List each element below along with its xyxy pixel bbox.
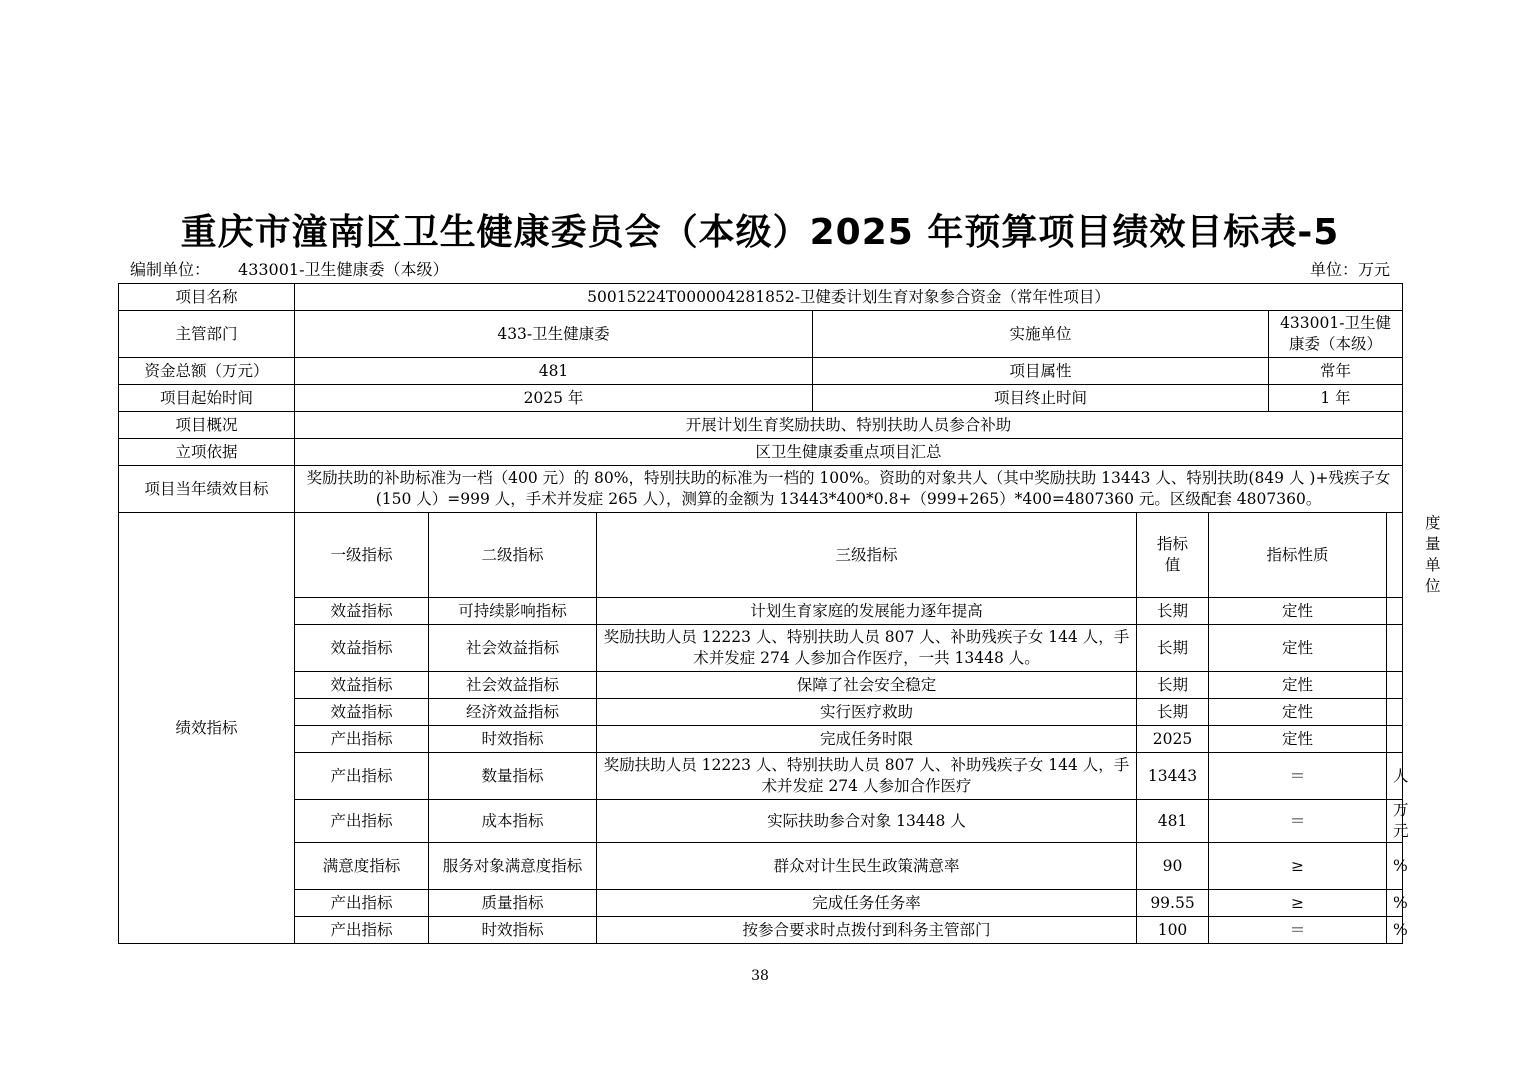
indicator-unit [1387,726,1403,753]
indicator-value: 100 [1137,917,1209,944]
funds-label: 资金总额（万元） [119,358,295,385]
indicator-row [119,598,1403,625]
performance-table [118,283,1441,944]
start-label: 项目起始时间 [119,385,295,412]
indicator-level3: 计划生育家庭的发展能力逐年提高 [597,598,1137,625]
indicator-level3: 按参合要求时点拨付到科务主管部门 [597,917,1137,944]
attr-value: 常年 [1269,358,1403,385]
indicator-level2: 时效指标 [429,917,597,944]
funds-value: 481 [295,358,813,385]
end-value: 1 年 [1269,385,1403,412]
indicator-level1: 效益指标 [295,598,429,625]
indicator-row [119,843,1403,890]
indicator-level3: 群众对计生民生政策满意率 [597,843,1137,890]
indicator-level2: 社会效益指标 [429,672,597,699]
goal-label: 项目当年绩效目标 [119,466,295,513]
indicator-level3: 实际扶助参合对象 13448 人 [597,800,1137,843]
compiling-unit [130,259,449,281]
header-value: 指标值 [1137,513,1209,598]
indicator-value: 长期 [1137,699,1209,726]
header-nature: 指标性质 [1209,513,1387,598]
indicator-level1: 效益指标 [295,625,429,672]
end-label: 项目终止时间 [813,385,1269,412]
indicator-nature: ≥ [1209,890,1387,917]
indicator-unit: % [1387,843,1403,890]
indicator-nature: 定性 [1209,625,1387,672]
indicator-level1: 产出指标 [295,726,429,753]
header-level1: 一级指标 [295,513,429,598]
attr-label: 项目属性 [813,358,1269,385]
indicator-nature: ＝ [1209,917,1387,944]
indicator-level1: 产出指标 [295,800,429,843]
dept-label: 主管部门 [119,311,295,358]
indicator-level2: 时效指标 [429,726,597,753]
indicator-level1: 产出指标 [295,753,429,800]
indicator-value: 长期 [1137,672,1209,699]
start-value: 2025 年 [295,385,813,412]
goal-value: 奖励扶助的补助标准为一档（400 元）的 80%，特别扶助的标准为一档的 100%。资助的对象共人（其中奖励扶助 13443 人、特别扶助(849 人 )+残疾子女(150 人）=999 人，手术并发症 265 人），测算的金额为 13443*400*0.8+（999+265）*400=4807360 元。区级配套 4807360。 [295,466,1403,513]
indicator-level2: 服务对象满意度指标 [429,843,597,890]
indicator-level2: 数量指标 [429,753,597,800]
row-time [119,385,1403,412]
row-goal [119,466,1403,513]
indicator-nature: ＝ [1209,753,1387,800]
compiling-unit-value: 433001-卫生健康委（本级） [238,260,449,279]
indicator-nature: 定性 [1209,726,1387,753]
impl-value: 433001-卫生健康委（本级） [1269,311,1403,358]
overview-value: 开展计划生育奖励扶助、特别扶助人员参合补助 [295,412,1403,439]
indicator-unit [1387,672,1403,699]
dept-value: 433-卫生健康委 [295,311,813,358]
indicator-value: 长期 [1137,598,1209,625]
indicator-unit [1387,699,1403,726]
header-unit: 度量单位 [1387,513,1403,598]
project-name: 50015224T000004281852-卫健委计划生育对象参合资金（常年性项目） [295,284,1403,311]
row-funds [119,358,1403,385]
indicator-unit: 人 [1387,753,1403,800]
indicator-level2: 社会效益指标 [429,625,597,672]
indicator-nature: ≥ [1209,843,1387,890]
page-title: 重庆市潼南区卫生健康委员会（本级）2025 年预算项目绩效目标表-5 [180,212,1340,253]
indicator-level1: 满意度指标 [295,843,429,890]
indicator-value: 481 [1137,800,1209,843]
indicator-value: 长期 [1137,625,1209,672]
indicator-header-row [119,513,1403,598]
row-project-name [119,284,1403,311]
indicator-level3: 保障了社会安全稳定 [597,672,1137,699]
indicator-level2: 经济效益指标 [429,699,597,726]
header-level2: 二级指标 [429,513,597,598]
indicator-level1: 效益指标 [295,672,429,699]
indicator-row [119,753,1403,800]
row-basis [119,439,1403,466]
indicator-row [119,800,1403,843]
indicator-unit: % [1387,917,1403,944]
indicator-level3: 奖励扶助人员 12223 人、特别扶助人员 807 人、补助残疾子女 144 人，手术并发症 274 人参加合作医疗，一共 13448 人。 [597,625,1137,672]
indicators-section-label: 绩效指标 [119,513,295,944]
indicator-level2: 成本指标 [429,800,597,843]
indicator-level2: 可持续影响指标 [429,598,597,625]
basis-label: 立项依据 [119,439,295,466]
indicator-unit: 万元 [1387,800,1403,843]
row-department [119,311,1403,358]
indicator-value: 99.55 [1137,890,1209,917]
indicator-nature: 定性 [1209,598,1387,625]
indicator-value: 2025 [1137,726,1209,753]
indicator-row [119,699,1403,726]
header-level3: 三级指标 [597,513,1137,598]
indicator-unit [1387,598,1403,625]
indicator-row [119,917,1403,944]
indicator-nature: 定性 [1209,672,1387,699]
currency-unit: 单位：万元 [1309,260,1390,279]
indicator-row [119,726,1403,753]
indicator-row [119,625,1403,672]
indicator-level3: 完成任务时限 [597,726,1137,753]
basis-value: 区卫生健康委重点项目汇总 [295,439,1403,466]
indicator-level1: 产出指标 [295,917,429,944]
indicator-value: 13443 [1137,753,1209,800]
indicator-level3: 实行医疗救助 [597,699,1137,726]
indicator-level2: 质量指标 [429,890,597,917]
indicator-unit: % [1387,890,1403,917]
indicator-nature: 定性 [1209,699,1387,726]
project-name-label: 项目名称 [119,284,295,311]
indicator-level1: 产出指标 [295,890,429,917]
impl-label: 实施单位 [813,311,1269,358]
overview-label: 项目概况 [119,412,295,439]
indicator-nature: ＝ [1209,800,1387,843]
indicator-level3: 完成任务任务率 [597,890,1137,917]
row-overview [119,412,1403,439]
indicator-unit [1387,625,1403,672]
page-number: 38 [751,968,769,984]
indicator-value: 90 [1137,843,1209,890]
indicator-level3: 奖励扶助人员 12223 人、特别扶助人员 807 人、补助残疾子女 144 人，手术并发症 274 人参加合作医疗 [597,753,1137,800]
compiling-unit-label: 编制单位： [130,260,211,279]
indicator-level1: 效益指标 [295,699,429,726]
indicator-row [119,890,1403,917]
indicator-row [119,672,1403,699]
